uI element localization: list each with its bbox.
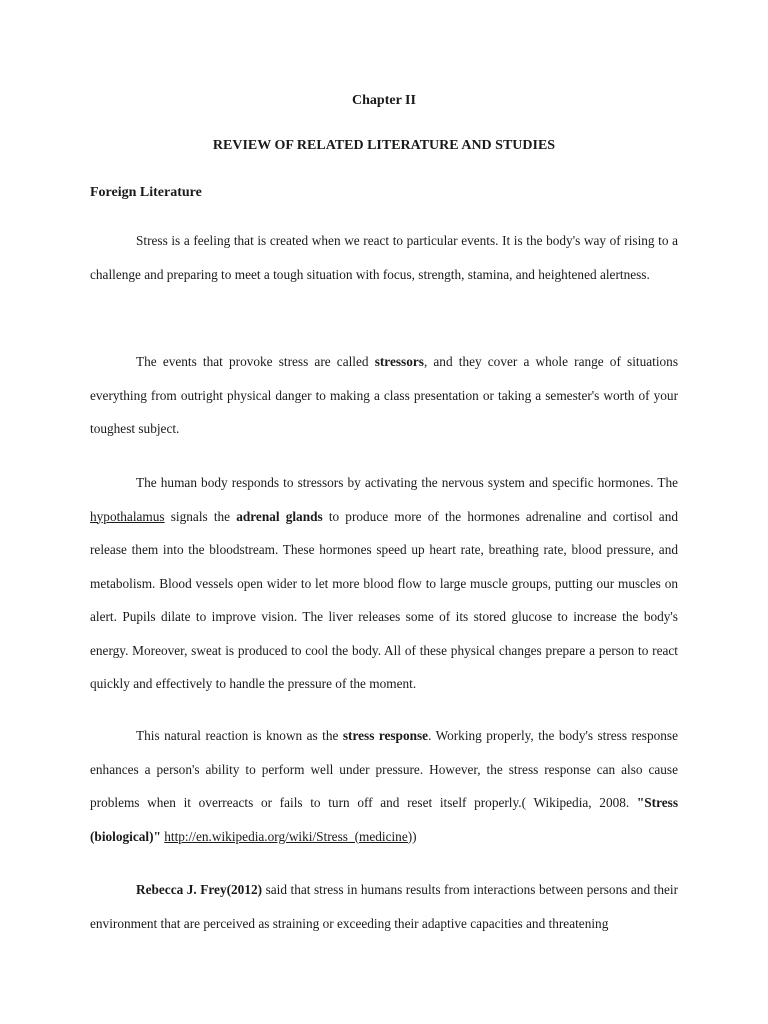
text-run: said that stress in humans results from interactions between persons and their environment that are perceived as straining or exceeding their adaptive capacities and threatening <box>90 882 678 931</box>
paragraph-stress-response <box>90 719 678 853</box>
author-citation: Rebecca J. Frey(2012) <box>136 882 263 897</box>
text-run: to produce more of the hormones adrenaline and cortisol and release them into the bloodstream. These hormones speed up heart rate, breathing rate, blood pressure, and metabolism. Blood vessels open wider to let more blood flow to large muscle groups, putting our muscles on alert. Pupils dilate to improve vision. The liver releases some of its stored glucose to increase the body's energy. Moreover, sweat is produced to cool the body. All of these physical changes prepare a person to react quickly and effectively to handle the pressure of the moment. <box>90 508 678 691</box>
term-stressors: stressors <box>374 354 424 369</box>
section-heading: Foreign Literature <box>90 185 202 200</box>
text-run: ) <box>412 828 417 844</box>
paragraph-frey <box>90 873 678 940</box>
paragraph-stressors <box>90 345 678 446</box>
text-run: The human body responds to stressors by activating the nervous system and specific hormones. The <box>136 475 678 490</box>
paragraph-body-response <box>90 466 678 701</box>
chapter-heading: Chapter II <box>352 93 416 108</box>
citation-title: "Stress (biological)" <box>90 795 678 844</box>
text-run: The events that provoke stress are called <box>136 354 375 369</box>
wikipedia-url-link[interactable]: http://en.wikipedia.org/wiki/Stress_(medicine) <box>164 828 413 844</box>
chapter-title: REVIEW OF RELATED LITERATURE AND STUDIES <box>212 138 556 153</box>
term-adrenal-glands: adrenal glands <box>236 508 323 524</box>
text-run: This natural reaction is known as the <box>136 728 343 743</box>
text-run: signals the <box>164 508 237 524</box>
hypothalamus-link[interactable]: hypothalamus <box>90 508 165 524</box>
term-stress-response: stress response <box>342 728 429 743</box>
text-run: . Working properly, the body's stress response enhances a person's ability to perform well under pressure. However, the stress response can also cause problems when it overreacts or fails to turn off and reset itself properly.( Wikipedia, 2008. <box>90 728 679 810</box>
text-run: , and they cover a whole range of situations everything from outright physical danger to making a class presentation or taking a semester's worth of your toughest subject. <box>90 354 679 436</box>
paragraph-stress-definition: Stress is a feeling that is created when we react to particular events. It is the body's way of rising to a challenge and preparing to meet a tough situation with focus, strength, stamina, and heightened alertness. <box>90 233 678 282</box>
